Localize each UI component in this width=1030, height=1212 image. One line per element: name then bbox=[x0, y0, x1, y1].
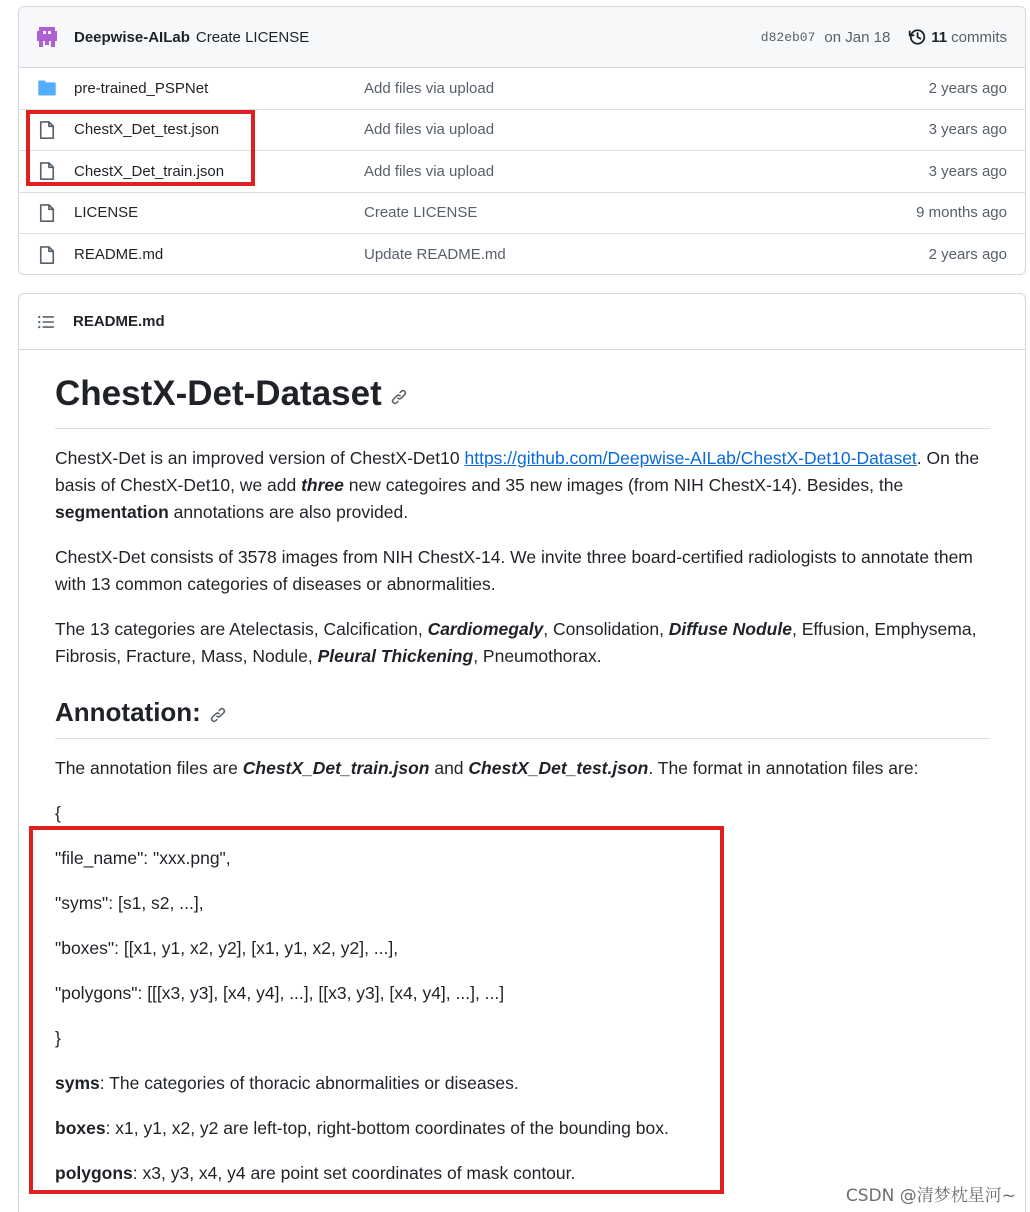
file-commit-message[interactable]: Create LICENSE bbox=[364, 204, 478, 222]
file-commit-message[interactable]: Add files via upload bbox=[364, 162, 495, 180]
file-icon bbox=[37, 245, 57, 265]
commit-author-link[interactable]: Deepwise-AILab bbox=[74, 28, 190, 46]
anchor-link-icon[interactable] bbox=[390, 388, 408, 406]
commit-sha-link[interactable]: d82eb07 bbox=[760, 29, 816, 45]
polygons-term: polygons bbox=[55, 1163, 133, 1183]
categories-text-c: , Effusion, Emphysema, Fibrosis, Fracture, Mass, Nodule, bbox=[55, 619, 977, 666]
history-icon bbox=[908, 28, 926, 46]
commit-date: on Jan 18 bbox=[824, 28, 891, 46]
categories-text-b: , Consolidation, bbox=[543, 619, 669, 639]
anchor-link-icon[interactable] bbox=[209, 706, 227, 724]
file-row-chestx-det-test-json[interactable] bbox=[19, 110, 1025, 152]
syms-text: : The categories of thoracic abnormalities or diseases. bbox=[99, 1073, 519, 1093]
author-avatar[interactable] bbox=[35, 25, 59, 49]
file-icon bbox=[37, 161, 57, 181]
test-json-name: ChestX_Det_test.json bbox=[468, 758, 649, 778]
annotation-text-b: and bbox=[429, 758, 469, 778]
readme-header bbox=[19, 294, 1025, 350]
syms-description bbox=[55, 1070, 990, 1097]
annotation-heading bbox=[55, 694, 990, 739]
chestx-det10-link[interactable]: https://github.com/Deepwise-AILab/ChestX-Det10-Dataset bbox=[464, 448, 917, 468]
file-name[interactable]: README.md bbox=[74, 246, 164, 264]
format-file-name-line: "file_name": "xxx.png", bbox=[55, 848, 231, 868]
intro-text-b: . On the basis of ChestX-Det10, we add bbox=[55, 448, 980, 495]
file-commit-message[interactable]: Add files via upload bbox=[364, 79, 495, 97]
categories-text-a: The 13 categories are Atelectasis, Calcification, bbox=[55, 619, 428, 639]
file-commit-message[interactable]: Add files via upload bbox=[364, 121, 495, 139]
readme-content bbox=[55, 350, 990, 1187]
readme-title-text: ChestX-Det-Dataset bbox=[55, 374, 382, 413]
categories-paragraph bbox=[55, 616, 990, 670]
syms-term: syms bbox=[55, 1073, 100, 1093]
train-json-name: ChestX_Det_train.json bbox=[242, 758, 430, 778]
file-name[interactable]: LICENSE bbox=[74, 204, 139, 222]
categories-text-d: , Pneumothorax. bbox=[473, 646, 602, 666]
format-polygons-line: "polygons": [[[x3, y3], [x4, y4], ...], [[x3, y3], [x4, y4], ...], ...] bbox=[55, 983, 505, 1003]
file-name[interactable]: pre-trained_PSPNet bbox=[74, 79, 209, 97]
file-row-readme-md[interactable] bbox=[19, 234, 1025, 275]
file-name[interactable]: ChestX_Det_train.json bbox=[74, 162, 225, 180]
file-age: 3 years ago bbox=[928, 121, 1007, 139]
intro-text-d: annotations are also provided. bbox=[168, 502, 409, 522]
intro-paragraph bbox=[55, 445, 990, 526]
file-row-license[interactable] bbox=[19, 193, 1025, 235]
format-close-brace: } bbox=[55, 1028, 61, 1048]
format-boxes-line: "boxes": [[x1, y1, x2, y2], [x1, y1, x2, y2], ...], bbox=[55, 938, 399, 958]
file-age: 2 years ago bbox=[928, 79, 1007, 97]
commit-message-link[interactable]: Create LICENSE bbox=[195, 28, 310, 46]
file-age: 9 months ago bbox=[916, 204, 1007, 222]
file-icon bbox=[37, 120, 57, 140]
dataset-paragraph: ChestX-Det consists of 3578 images from NIH ChestX-14. We invite three board-certified radiologists to annotate them with 13 common categories of diseases or abnormalities. bbox=[55, 547, 973, 594]
annotation-text-c: . The format in annotation files are: bbox=[648, 758, 919, 778]
csdn-watermark: CSDN @清梦枕星河~ bbox=[845, 1186, 1016, 1206]
category-cardiomegaly: Cardiomegaly bbox=[427, 619, 544, 639]
file-browser bbox=[18, 6, 1026, 275]
commit-count: 11 bbox=[931, 28, 948, 46]
file-row-chestx-det-train-json[interactable] bbox=[19, 151, 1025, 193]
commit-count-label: commits bbox=[951, 28, 1007, 46]
intro-emphasis-segmentation: segmentation bbox=[55, 502, 169, 522]
commit-meta bbox=[761, 28, 1007, 46]
file-commit-message[interactable]: Update README.md bbox=[364, 246, 506, 264]
polygons-text: : x3, y3, x4, y4 are point set coordinates of mask contour. bbox=[132, 1163, 576, 1183]
intro-text-a: ChestX-Det is an improved version of ChestX-Det10 bbox=[55, 448, 465, 468]
boxes-text: : x1, y1, x2, y2 are left-top, right-bottom coordinates of the bounding box. bbox=[105, 1118, 669, 1138]
format-open-brace: { bbox=[55, 803, 61, 823]
category-pleural-thickening: Pleural Thickening bbox=[317, 646, 474, 666]
latest-commit-bar bbox=[19, 7, 1025, 68]
category-diffuse-nodule: Diffuse Nodule bbox=[668, 619, 792, 639]
boxes-term: boxes bbox=[55, 1118, 106, 1138]
file-icon bbox=[37, 203, 57, 223]
readme-title bbox=[55, 372, 990, 429]
file-row-pre-trained-pspnet[interactable] bbox=[19, 68, 1025, 110]
file-age: 2 years ago bbox=[928, 246, 1007, 264]
outline-list-icon[interactable] bbox=[37, 313, 55, 331]
annotation-text-a: The annotation files are bbox=[55, 758, 243, 778]
readme-filename[interactable]: README.md bbox=[73, 313, 165, 330]
file-age: 3 years ago bbox=[928, 162, 1007, 180]
intro-text-c: new categoires and 35 new images (from NIH ChestX-14). Besides, the bbox=[343, 475, 904, 495]
format-syms-line: "syms": [s1, s2, ...], bbox=[55, 893, 204, 913]
intro-emphasis-three: three bbox=[301, 475, 344, 495]
readme-panel bbox=[18, 293, 1026, 1212]
boxes-description bbox=[55, 1115, 990, 1142]
folder-icon bbox=[37, 78, 57, 98]
annotation-heading-text: Annotation: bbox=[55, 697, 201, 727]
file-name[interactable]: ChestX_Det_test.json bbox=[74, 121, 220, 139]
annotation-files-paragraph bbox=[55, 755, 990, 782]
commits-link[interactable] bbox=[931, 29, 1007, 46]
